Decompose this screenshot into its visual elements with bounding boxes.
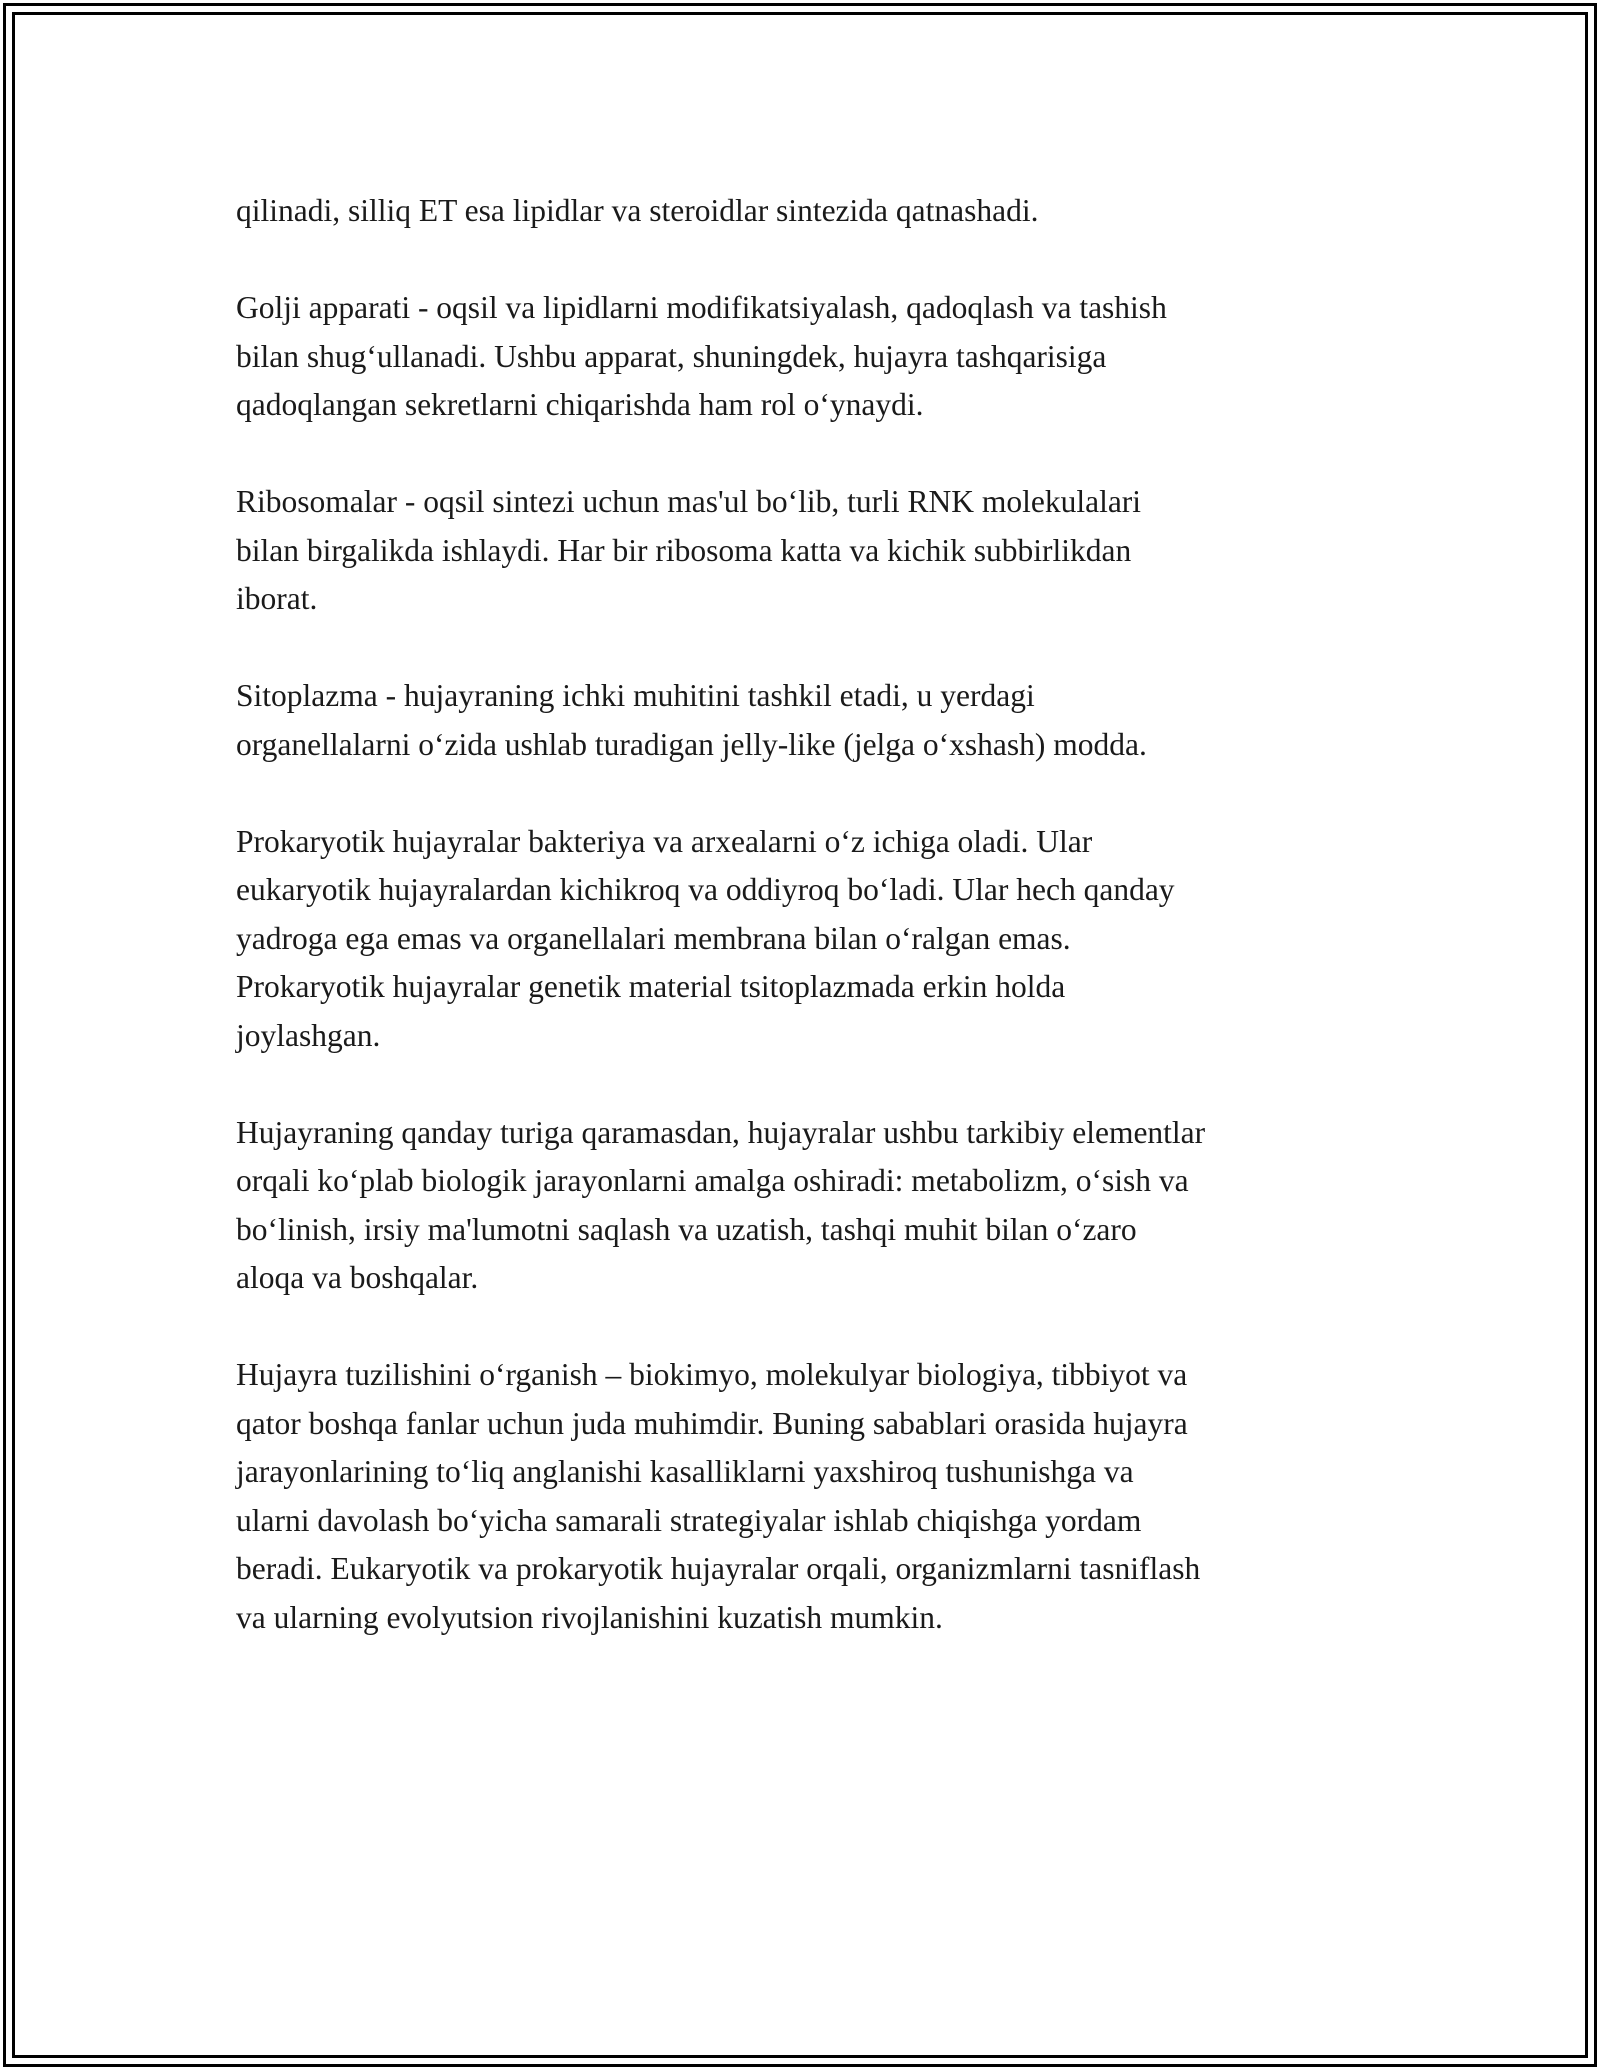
- paragraph-prokaryotic-cells: Prokaryotik hujayralar bakteriya va arxealarni oʻz ichiga oladi. Ular eukaryotik hujayralardan kichikroq va oddiyroq boʻladi. Ular hech qanday yadroga ega emas va organellalari membrana bilan oʻralgan emas. Prokaryotik hujayralar genetik material tsitoplazmada erkin holda joylashgan.: [236, 823, 1175, 1053]
- paragraph-biological-processes: Hujayraning qanday turiga qaramasdan, hujayralar ushbu tarkibiy elementlar orqali koʻplab biologik jarayonlarni amalga oshiradi: metabolizm, oʻsish va boʻlinish, irsiy ma'lumotni saqlash va uzatish, tashqi muhit bilan oʻzaro aloqa va boshqalar.: [236, 1114, 1206, 1295]
- paragraph-cell-structure-study: Hujayra tuzilishini oʻrganish – biokimyo, molekulyar biologiya, tibbiyot va qator boshqa fanlar uchun juda muhimdir. Buning sabablari orasida hujayra jarayonlarining toʻliq anglanishi kasalliklarni yaxshiroq tushunishga va ularni davolash boʻyicha samarali strategiyalar ishlab chiqishga yordam beradi. Eukaryotik va prokaryotik hujayralar orqali, organizmlarni tasniflash va ularning evolyutsion rivojlanishini kuzatish mumkin.: [236, 1357, 1201, 1635]
- paragraph-cytoplasm: Sitoplazma - hujayraning ichki muhitini tashkil etadi, u yerdagi organellalarni oʻzida ushlab turadigan jelly-like (jelga oʻxshash) modda.: [236, 678, 1147, 762]
- paragraph-er-continuation: qilinadi, silliq ET esa lipidlar va steroidlar sintezida qatnashadi.: [236, 193, 1039, 228]
- paragraph-golgi-apparatus: Golji apparati - oqsil va lipidlarni modifikatsiyalash, qadoqlash va tashish bilan shugʻullanadi. Ushbu apparat, shuningdek, hujayra tashqarisiga qadoqlangan sekretlarni chiqarishda ham rol oʻynaydi.: [236, 290, 1167, 422]
- paragraph-ribosomes: Ribosomalar - oqsil sintezi uchun mas'ul boʻlib, turli RNK molekulalari bilan birgalikda ishlaydi. Har bir ribosoma katta va kichik subbirlikdan iborat.: [236, 484, 1142, 616]
- document-body: [236, 187, 1396, 1691]
